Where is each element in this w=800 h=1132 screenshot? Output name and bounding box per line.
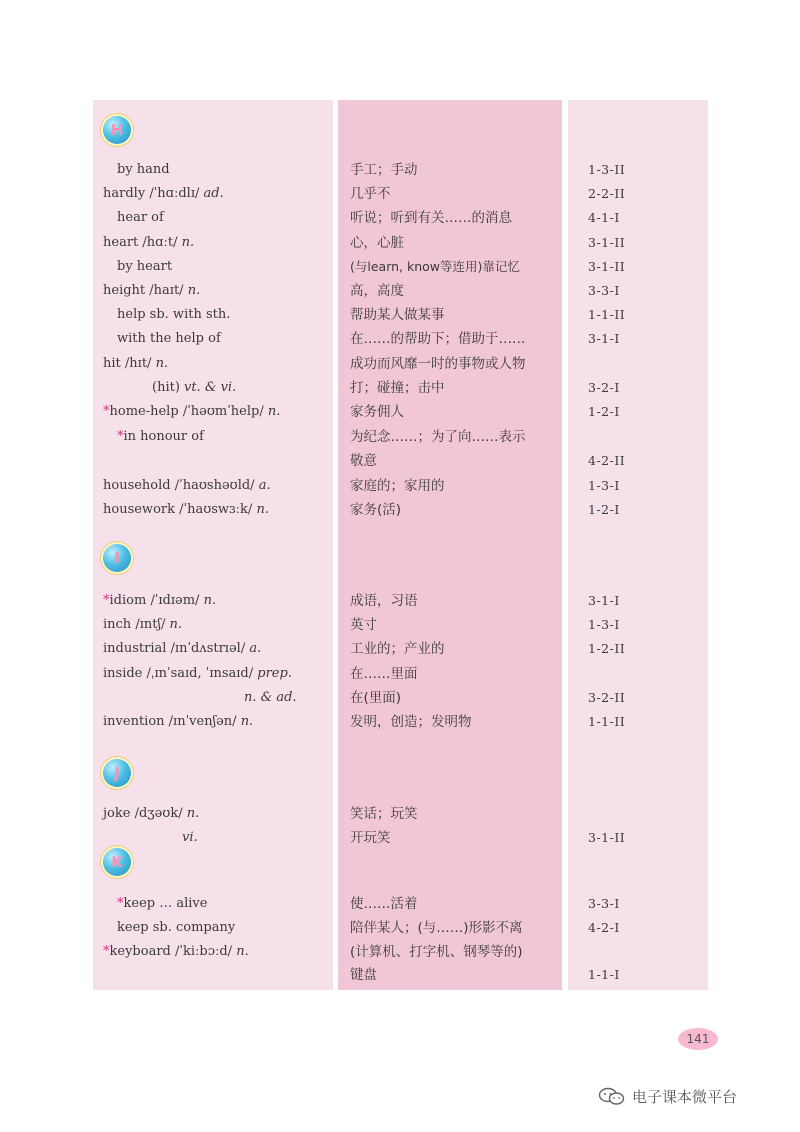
entry-phrase: by hand: [117, 162, 170, 177]
entry-headword: household /ˈhaʊshəʊld/ a.: [103, 478, 271, 493]
entry-pos: vi.: [182, 830, 198, 845]
entry-ref: 3-2-II: [588, 690, 626, 705]
entry-meaning: 家庭的；家用的: [350, 478, 445, 494]
entry-meaning: 陪伴某人；(与……)形影不离: [350, 920, 523, 936]
entry-meaning: 高，高度: [350, 283, 404, 299]
entry-phrase: hear of: [117, 210, 164, 225]
page-number: 141: [678, 1028, 718, 1050]
entry-phrase: keep sb. company: [117, 920, 236, 935]
entry-headword: invention /ɪnˈvenʃən/ n.: [103, 714, 254, 729]
entry-meaning: 听说；听到有关……的消息: [350, 210, 512, 226]
entry-pos: n. & ad.: [244, 690, 297, 705]
wechat-icon: [598, 1086, 626, 1106]
entry-meaning: 成语，习语: [350, 593, 418, 609]
entry-ref: 1-3-I: [588, 478, 620, 493]
entry-meaning: 打；碰撞；击中: [350, 380, 445, 396]
entry-headword: housework /ˈhaʊswɜːk/ n.: [103, 502, 269, 517]
entry-ref: 4-2-I: [588, 920, 620, 935]
entry-meaning: 成功而风靡一时的事物或人物: [350, 356, 526, 372]
entry-meaning: 几乎不: [350, 186, 391, 202]
entry-headword: *home-help /ˈhəʊmˈhelp/ n.: [103, 404, 281, 419]
entry-meaning: 在……的帮助下；借助于……: [350, 331, 526, 347]
entry-phrase: with the help of: [117, 331, 221, 346]
entry-meaning: 英寸: [350, 617, 377, 633]
entry-phrase: *in honour of: [117, 429, 204, 444]
entry-headword: hit /hɪt/ n.: [103, 356, 169, 371]
entry-meaning: 心，心脏: [350, 235, 404, 251]
entry-headword: hardly /ˈhɑːdlɪ/ ad.: [103, 186, 224, 201]
entry-meaning-cont: 键盘: [350, 967, 377, 983]
entry-meaning: 开玩笑: [350, 830, 391, 846]
entry-ref: 3-3-I: [588, 896, 620, 911]
entry-headword: height /haɪt/ n.: [103, 283, 201, 298]
section-badge-i: I: [103, 544, 131, 572]
entry-ref: 1-1-II: [588, 307, 626, 322]
entry-ref: 3-1-II: [588, 830, 626, 845]
entry-ref: 3-1-I: [588, 331, 620, 346]
entry-ref: 4-1-I: [588, 210, 620, 225]
entry-headword: heart /hɑːt/ n.: [103, 235, 195, 250]
entry-meaning: 发明，创造；发明物: [350, 714, 472, 730]
entry-ref: 1-1-I: [588, 967, 620, 982]
entry-headword: industrial /ɪnˈdʌstrɪəl/ a.: [103, 641, 262, 656]
entry-meaning: (计算机、打字机、钢琴等的): [350, 944, 523, 960]
entry-ref: 1-2-I: [588, 502, 620, 517]
entry-meaning: 为纪念……；为了向……表示: [350, 429, 526, 445]
watermark-text: 电子课本微平台: [632, 1088, 738, 1106]
entry-meaning: 在……里面: [350, 666, 418, 682]
entry-meaning: 在(里面): [350, 690, 402, 706]
entry-headword: joke /dʒəʊk/ n.: [103, 806, 200, 821]
entry-phrase: *keep … alive: [117, 896, 208, 911]
entry-meaning: 手工；手动: [350, 162, 418, 178]
entry-ref: 1-3-I: [588, 617, 620, 632]
entry-meaning: 家务(活): [350, 502, 402, 518]
section-badge-h: H: [103, 116, 131, 144]
entry-meaning: 家务佣人: [350, 404, 404, 420]
entry-ref: 4-2-II: [588, 453, 626, 468]
section-badge-k: K: [103, 848, 131, 876]
entry-headword: inch /ɪntʃ/ n.: [103, 617, 183, 632]
entry-meaning: 工业的；产业的: [350, 641, 445, 657]
entry-ref: 1-2-II: [588, 641, 626, 656]
entry-headword: *keyboard /ˈkiːbɔːd/ n.: [103, 944, 249, 959]
entry-ref: 3-1-II: [588, 259, 626, 274]
entry-ref: 1-2-I: [588, 404, 620, 419]
entry-headword: inside /ˌɪnˈsaɪd, ˈɪnsaɪd/ prep.: [103, 666, 292, 681]
entry-headword: *idiom /ˈɪdɪəm/ n.: [103, 593, 217, 608]
entry-ref: 3-3-I: [588, 283, 620, 298]
section-badge-j: J: [103, 759, 131, 787]
entry-ref: 1-1-II: [588, 714, 626, 729]
entry-ref: 3-1-I: [588, 593, 620, 608]
entry-phrase: by heart: [117, 259, 173, 274]
entry-ref: 3-1-II: [588, 235, 626, 250]
entry-meaning-cont: 敬意: [350, 453, 377, 469]
entry-ref: 3-2-I: [588, 380, 620, 395]
entry-meaning: 帮助某人做某事: [350, 307, 445, 323]
entry-ref: 2-2-II: [588, 186, 626, 201]
entry-meaning: (与learn, know等连用)靠记忆: [350, 259, 520, 274]
entry-phrase: help sb. with sth.: [117, 307, 231, 322]
entry-verb-form: (hit) vt. & vi.: [152, 380, 237, 395]
entry-meaning: 笑话；玩笑: [350, 806, 418, 822]
entry-ref: 1-3-II: [588, 162, 626, 177]
entry-meaning: 使……活着: [350, 896, 418, 912]
